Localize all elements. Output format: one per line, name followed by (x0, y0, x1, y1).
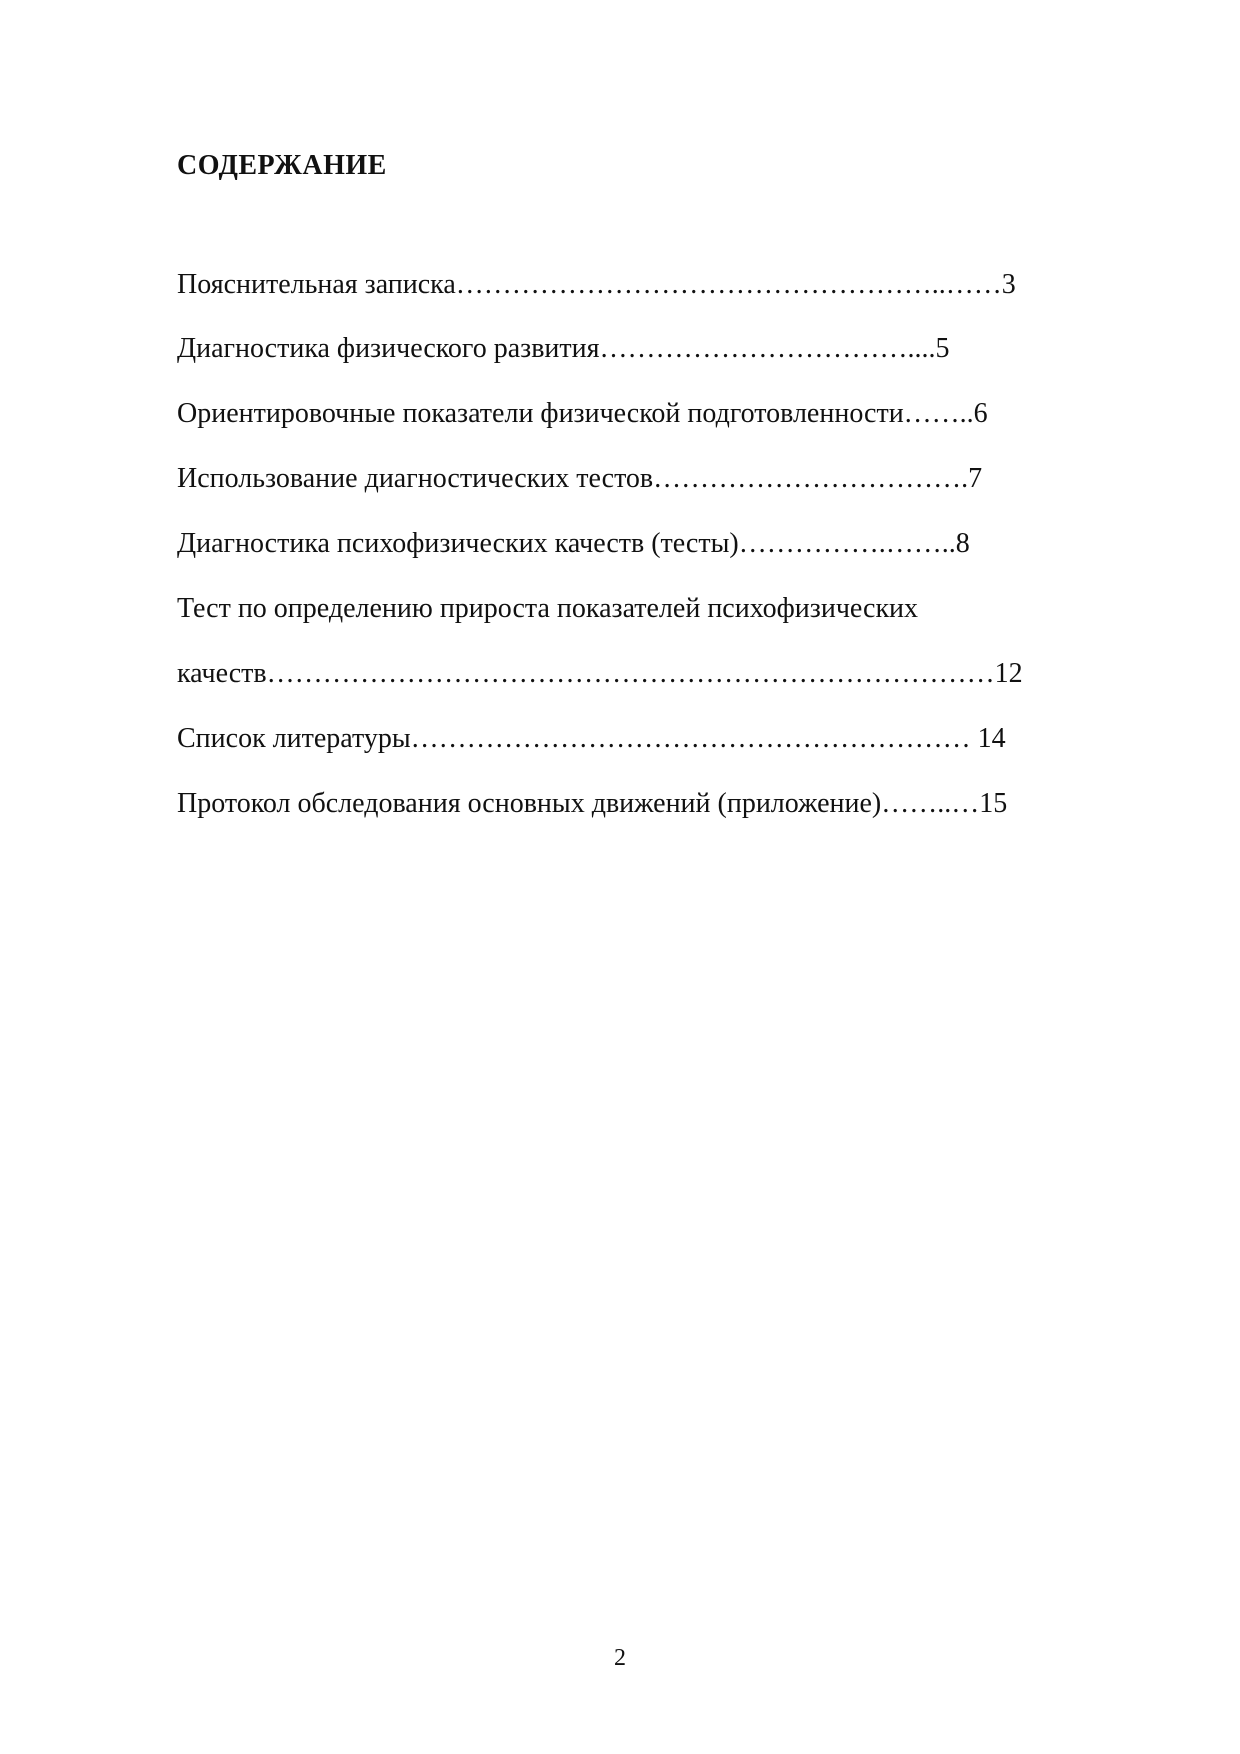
toc-entry-line: Тест по определению прироста показателей психофизических (177, 593, 919, 624)
toc-entry-line: качеств……………………………………………………………………12 (177, 658, 1023, 689)
toc-entry: Диагностика физического развития……………………………....5 (177, 333, 950, 364)
toc-entry: Ориентировочные показатели физической подготовленности……..6 (177, 398, 988, 429)
toc-entry: Протокол обследования основных движений (приложение)……..…15 (177, 788, 1008, 819)
toc-entry: Список литературы…………………………………………………… 14 (177, 723, 1006, 754)
page-number: 2 (614, 1645, 626, 1671)
toc-entry: Пояснительная записка……………………………………………..……3 (177, 269, 1016, 300)
page-title: СОДЕРЖАНИЕ (177, 150, 387, 181)
toc-entry-multiline (177, 589, 1023, 694)
toc-entry: Использование диагностических тестов…………………………….7 (177, 463, 983, 494)
toc-entry: Диагностика психофизических качеств (тесты)…………….……..8 (177, 528, 970, 559)
